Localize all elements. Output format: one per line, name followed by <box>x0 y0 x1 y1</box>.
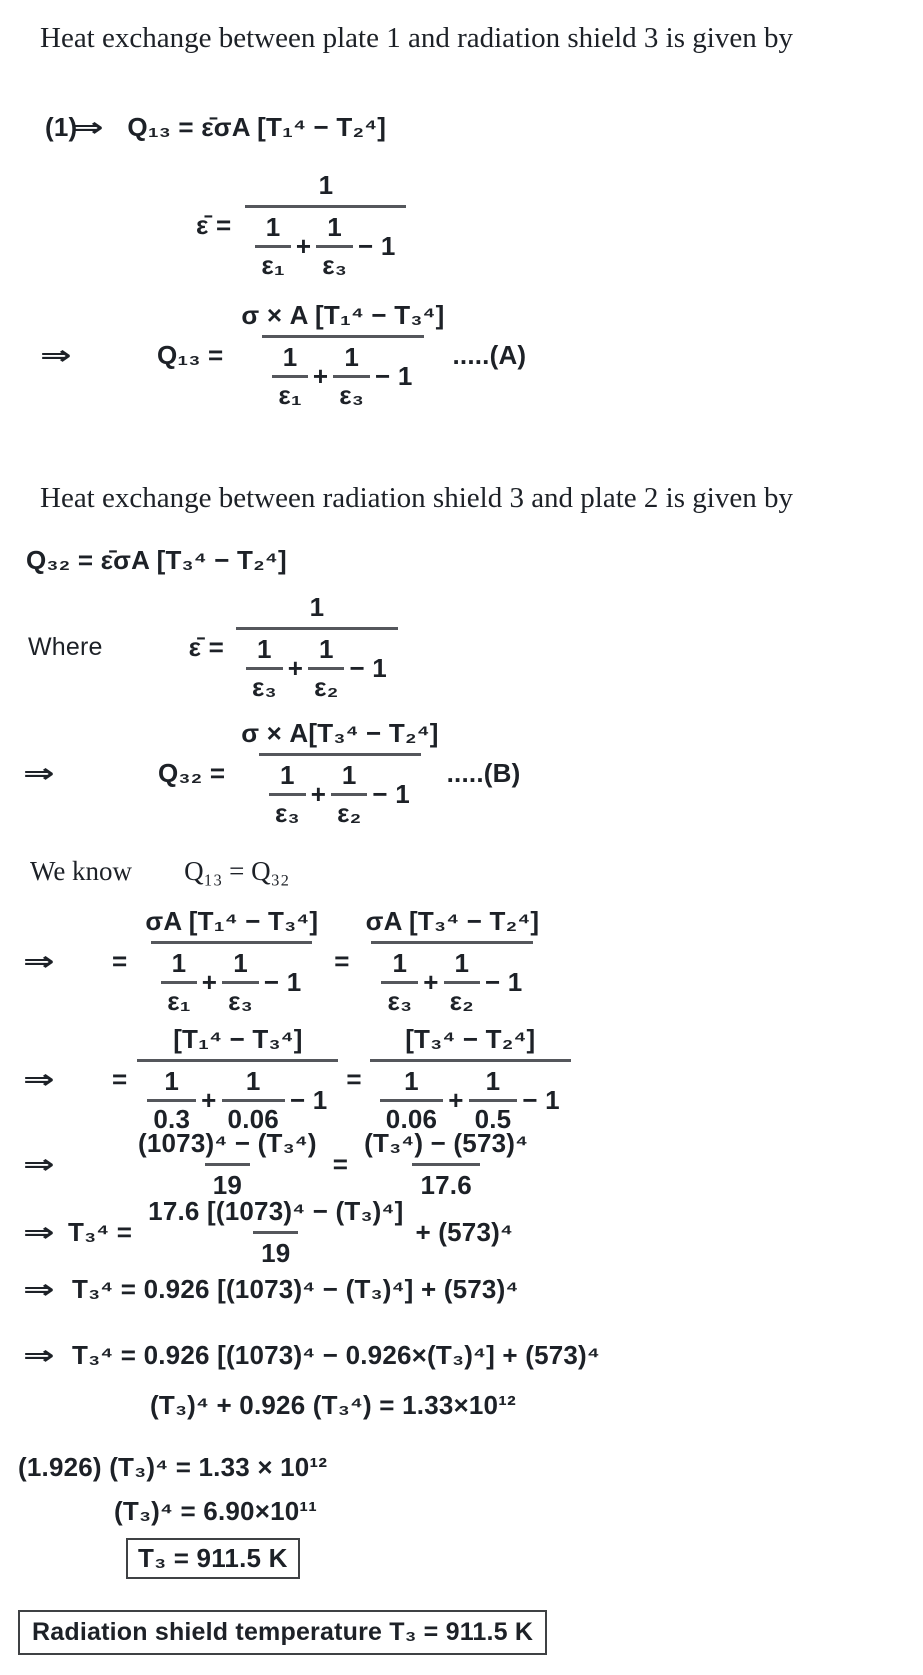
fraction-numerator: [T₃⁴ − T₂⁴] <box>405 1024 536 1054</box>
unit-fraction: $\frac{1}{0.5}$ <box>469 1066 518 1135</box>
equation-numeric-1073-573 <box>23 1128 536 1201</box>
unit-fraction: $\frac{1}{\text{ε₃}}$ <box>316 212 353 281</box>
fraction-numerator: (1073)⁴ − (T₃⁴) <box>138 1128 317 1158</box>
equation-t3-fourth-value <box>114 1496 317 1527</box>
equation-epsilon-bar-13 <box>196 170 406 281</box>
equation-body: Q₃₂ = ε̄σA [T₃⁴ − T₂⁴] <box>26 545 287 575</box>
unit-fraction: 1 ε₁ <box>255 212 291 281</box>
equation-tag: .....(A) <box>452 340 527 370</box>
fraction-numerator: 1 <box>309 592 325 622</box>
fraction <box>137 906 326 1017</box>
equation-q13-definition <box>45 112 386 143</box>
unit-fraction: 1 ε₁ <box>272 342 308 411</box>
unit-fraction: $\frac{1}{\text{ε₃}}$ <box>222 948 259 1017</box>
fraction-numerator: 1 <box>318 170 334 200</box>
fraction-numerator: 17.6 [(1073)⁴ − (T₃)⁴] <box>148 1196 404 1226</box>
fraction-numerator: σ × A[T₃⁴ − T₂⁴] <box>241 718 439 748</box>
fraction-numerator: [T₁⁴ − T₃⁴] <box>173 1024 303 1054</box>
equation-body: T₃⁴ = 0.926 [(1073)⁴ − 0.926×(T₃)⁴] + (573)⁴ <box>72 1340 600 1370</box>
fraction-numerator: σA [T₃⁴ − T₂⁴] <box>365 906 540 936</box>
unit-fraction: $\frac{1}{\text{ε₂}}$ <box>331 760 367 829</box>
heading-plate1-shield3 <box>40 22 793 55</box>
boxed-result: T₃ = 911.5 K <box>126 1538 300 1579</box>
unit-fraction: $\frac{1}{\text{ε₂}}$ <box>444 948 480 1017</box>
fraction <box>137 1024 338 1135</box>
boxed-final-answer: Radiation shield temperature T₃ = 911.5 K <box>18 1610 547 1655</box>
fraction-denominator: 1 0.3 + $\frac{1}{0.06}$ − 1 <box>137 1059 338 1135</box>
equation-balance-values <box>23 1024 571 1135</box>
fraction <box>140 1196 411 1269</box>
implies-arrow-icon: ⇒ <box>23 1217 55 1247</box>
fraction-denominator: 1 ε₃ + $\frac{1}{\text{ε₂}}$ − 1 <box>371 941 533 1017</box>
implies-arrow-icon: ⇒ <box>23 1149 55 1179</box>
heading-text: Heat exchange between radiation shield 3 and plate 2 is given by <box>40 482 793 514</box>
equation-tail: + (573)⁴ <box>415 1217 514 1247</box>
unit-fraction: 1 ε₃ <box>269 760 306 829</box>
unit-fraction: $\frac{1}{\text{ε₂}}$ <box>308 634 344 703</box>
equation-t3-fourth-0926 <box>23 1274 519 1305</box>
fraction-denominator: 19 <box>253 1231 298 1269</box>
implies-arrow-icon: ⇒ <box>23 1064 55 1094</box>
unit-fraction: $\frac{1}{0.06}$ <box>222 1066 285 1135</box>
fraction <box>233 718 446 829</box>
equals-sign: = <box>334 946 350 976</box>
equation-label: (1) <box>45 112 78 142</box>
fraction-numerator: σA [T₁⁴ − T₃⁴] <box>145 906 319 936</box>
equation-body: T₃⁴ = 0.926 [(1073)⁴ − (T₃)⁴] + (573)⁴ <box>72 1274 519 1304</box>
fraction-denominator: 1 ε₁ + $\frac{1}{\text{ε₃}}$ − 1 <box>151 941 312 1017</box>
unit-fraction: $\frac{1}{\text{ε₃}}$ <box>333 342 370 411</box>
fraction-denominator: 1 ε₃ + $\frac{1}{\text{ε₂}}$ − 1 <box>259 753 421 829</box>
equation-body: Q₁₃ = Q₃₂ <box>184 856 290 886</box>
equation-t3-fourth-0926-expanded <box>23 1340 600 1371</box>
equals-sign: = <box>332 1149 349 1179</box>
equation-q32-definition <box>26 545 287 576</box>
fraction-denominator: 1 ε₁ + $\frac{1}{\text{ε₃}}$ − 1 <box>245 205 406 281</box>
equation-body: Q₁₃ = ε̄σA [T₁⁴ − T₂⁴] <box>127 112 387 142</box>
equation-lhs: T₃⁴ = <box>68 1217 133 1247</box>
fraction <box>130 1128 325 1201</box>
heading-text: Heat exchange between plate 1 and radiation shield 3 is given by <box>40 22 793 54</box>
line-we-know <box>30 856 289 887</box>
unit-fraction: 1 0.3 <box>147 1066 196 1135</box>
equation-1926-t3 <box>18 1452 327 1483</box>
equation-lhs: Q₁₃ = <box>157 340 224 370</box>
fraction-denominator: 1 0.06 + $\frac{1}{0.5}$ − 1 <box>370 1059 571 1135</box>
equals-sign: = <box>346 1064 362 1094</box>
equation-tag: .....(B) <box>446 758 521 788</box>
implies-arrow-icon: ⇒ <box>40 340 72 370</box>
result-t3-box <box>126 1538 300 1579</box>
equation-q32-result-B <box>23 718 521 829</box>
fraction <box>245 170 406 281</box>
we-know-label: We know <box>30 856 133 886</box>
fraction <box>358 906 548 1017</box>
equation-body: (T₃)⁴ + 0.926 (T₃⁴) = 1.33×10¹² <box>150 1390 516 1420</box>
implies-arrow-icon: ⇒ <box>23 758 55 788</box>
equation-epsilon-bar-32 <box>28 592 398 703</box>
implies-arrow-icon: ⇒ <box>23 946 55 976</box>
equation-q13-result-A <box>40 300 527 411</box>
equation-lhs: = <box>112 1064 128 1094</box>
fraction-numerator: (T₃⁴) − (573)⁴ <box>364 1128 529 1158</box>
unit-fraction: 1 0.06 <box>380 1066 443 1135</box>
implies-arrow-icon: ⇒ <box>23 1340 55 1370</box>
unit-fraction: 1 ε₁ <box>161 948 197 1017</box>
fraction-numerator: σ × A [T₁⁴ − T₃⁴] <box>241 300 445 330</box>
equation-body: (1.926) (T₃)⁴ = 1.33 × 10¹² <box>18 1452 328 1482</box>
fraction-denominator: 19 <box>205 1163 250 1201</box>
fraction-denominator: 17.6 <box>412 1163 479 1201</box>
fraction-denominator: 1 ε₃ + $\frac{1}{\text{ε₂}}$ − 1 <box>236 627 398 703</box>
equation-lhs: Q₃₂ = <box>158 758 226 788</box>
unit-fraction: 1 ε₃ <box>246 634 283 703</box>
heading-shield3-plate2 <box>40 482 793 515</box>
fraction <box>356 1128 536 1201</box>
result-final-box <box>18 1610 547 1655</box>
fraction <box>236 592 398 703</box>
equation-t3-sum <box>150 1390 516 1421</box>
implies-arrow-icon: ⇒ <box>23 1274 55 1304</box>
equation-body: (T₃)⁴ = 6.90×10¹¹ <box>114 1496 318 1526</box>
implies-arrow-icon: ⇒ <box>72 112 105 142</box>
equation-lhs: ε̄ = <box>196 210 232 240</box>
equation-t3-fourth-expression <box>23 1196 514 1269</box>
fraction <box>370 1024 571 1135</box>
fraction-denominator: 1 ε₁ + $\frac{1}{\text{ε₃}}$ − 1 <box>262 335 423 411</box>
where-label: Where <box>28 633 103 661</box>
fraction <box>233 300 452 411</box>
equation-balance-sigma <box>23 906 547 1017</box>
equation-lhs: ε̄ = <box>188 632 224 662</box>
equation-lhs: = <box>112 946 128 976</box>
unit-fraction: 1 ε₃ <box>381 948 418 1017</box>
